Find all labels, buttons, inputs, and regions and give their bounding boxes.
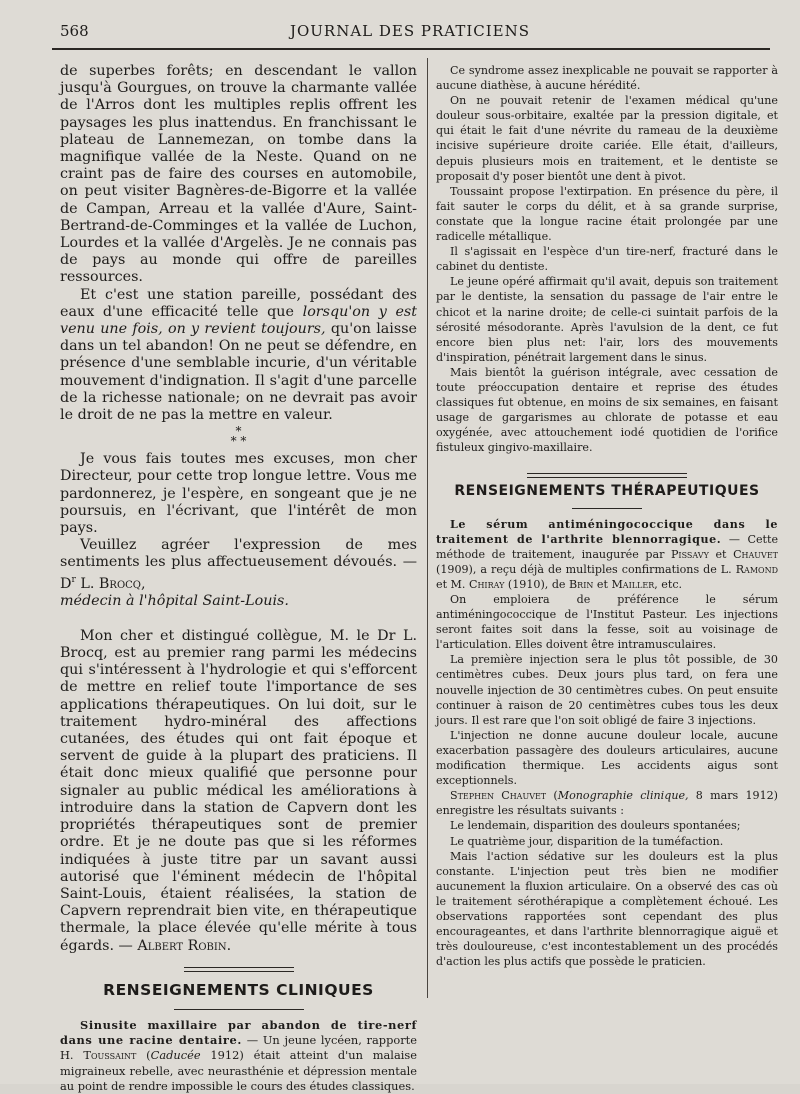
journal-title: JOURNAL DES PRATICIENS	[289, 22, 531, 40]
asterism-bottom: * *	[230, 434, 247, 449]
double-rule	[527, 473, 687, 478]
paragraph: de superbes forêts; en descendant le vallon jusqu'à Gourgues, on trouve la charmante vallée de l'Arros dont les multiples replis offrent les paysages les plus inattendus. En franchissant le plateau de Lannemezan, on tombe dans la magnifique vallée de la Neste. Quand on ne craint pas de faire des courses en automobile, on peut visiter Bagnères-de-Bigorre et la vallée de Campan, Arreau et la vallée d'Aure, Saint-Bertrand-de-Comminges et la vallée de Luchon, Lourdes et la vallée d'Argelès. Je ne connais pas de pays au monde qui offre de pareilles ressources.	[60, 63, 417, 286]
column-divider	[427, 58, 428, 998]
text-run: — Cette méthode de traitement, inaugurée par	[436, 532, 779, 561]
italic-text: Caducée	[150, 1048, 201, 1063]
page-number: 568	[60, 22, 89, 40]
paragraph: La première injection sera le plus tôt possible, de 30 centimètres cubes. Deux jours plus tard, on fera une nouvelle injection de 30 centimètres cubes. On peut ensuite continuer à raison de 20 centimètres cubes tous les deux jours. Il est rare que l'on soit obligé de faire 3 injections.	[436, 653, 778, 727]
paragraph: Le jeune opéré affirmait qu'il avait, depuis son traitement par le dentiste, la sensation du passage de l'air entre le chicot et la narine droite; de celle-ci suintait parfois de la sérosité mésodorante. Après l'avulsion de la dent, ce fut encore bien plus net: l'air, lors des mouvements d'inspiration, pénétrait largement dans le sinus.	[436, 275, 778, 364]
double-rule	[184, 967, 294, 972]
paragraph: Le quatrième jour, disparition de la tuméfaction.	[450, 834, 724, 848]
paragraph	[60, 1018, 417, 1094]
text-run: et M.	[436, 577, 469, 591]
author-name: L. Brocq,	[75, 575, 146, 592]
text-run: (	[546, 789, 558, 803]
section-heading: RENSEIGNEMENTS CLINIQUES	[103, 980, 374, 999]
text-run: (1909), a reçu déjà de multiples confirmations de L.	[436, 562, 736, 576]
author-name: Mailler	[611, 577, 655, 591]
text-run: Veuillez agréer l'expression de mes sentiments les plus affectueusement dévoués. — D	[60, 537, 417, 592]
paragraph	[60, 537, 417, 592]
author-name: Chiray	[468, 577, 505, 591]
author-name: Stephen Chauvet	[450, 789, 547, 803]
paragraph	[60, 287, 417, 425]
paragraph	[436, 788, 778, 818]
header-rule	[52, 48, 770, 50]
paragraph: Je vous fais toutes mes excuses, mon cher Directeur, pour cette trop longue lettre. Vous me pardonnerez, je l'espère, en songeant que je ne poursuis, en l'écrivant, que l'intérêt de mon pays.	[60, 451, 417, 537]
page-header	[52, 22, 768, 48]
article-title: Sinusite maxillaire par abandon de tire-nerf dans une racine dentaire.	[60, 1017, 417, 1048]
right-column	[436, 63, 778, 969]
text-run: (1910), de	[504, 577, 570, 591]
paragraph: Mais bientôt la guérison intégrale, avec cessation de toute préoccupation dentaire et reprise des études classiques fut obtenue, en moins de six semaines, en faisant usage de gargarismes au chlorate de potasse et eau oxygénée, avec attouchement iodé quotidien de l'orifice fistuleux gingivo-maxillaire.	[436, 365, 778, 455]
author-name: Brin	[569, 577, 594, 591]
author-name: Chauvet	[733, 547, 778, 561]
paragraph: Mais l'action sédative sur les douleurs est la plus constante. L'injection peut très bien ne modifier aucunement la fluxion articulaire. On a observé des cas où le traitement sérothérapique a complètement échoué. Les observations rapportées sont cependant des plus encourageantes, et dans l'arthrite blennorragique aiguë et très douloureuse, c'est incontestablement un des procédés d'action les plus actifs que possède le praticien.	[436, 849, 778, 969]
italic-text: Monographie clinique,	[557, 789, 689, 803]
section-rule-bottom	[572, 508, 642, 509]
paragraph: Le lendemain, disparition des douleurs spontanées;	[450, 819, 741, 833]
section-rule-top	[436, 473, 778, 478]
text-run: et	[593, 577, 612, 591]
text-run: 8 mars 1912) enregistre les résultats suivants :	[436, 789, 779, 818]
article-title: Le sérum antiméningococcique dans le traitement de l'arthrite blennorragique.	[436, 517, 778, 546]
superscript: r	[71, 574, 76, 585]
paragraph: Toussaint propose l'extirpation. En présence du père, il fait sauter le corps du délit, et à sa grande surprise, constate que la longue racine était prolongée par une radicelle métallique.	[436, 184, 778, 244]
author-name: Ramond	[735, 562, 778, 576]
paragraph	[436, 517, 778, 592]
paragraph: Il s'agissait en l'espèce d'un tire-nerf, fracturé dans le cabinet du dentiste.	[436, 245, 778, 274]
asterism	[60, 424, 417, 449]
text-run: et	[708, 547, 734, 561]
signature-role	[60, 593, 417, 610]
section-rule-bottom	[174, 1009, 304, 1010]
italic-text: médecin à l'hôpital Saint-Louis.	[60, 592, 289, 609]
signature: Albert Robin.	[137, 937, 232, 954]
text-run: Et c'est une station pareille, possédant des eaux d'une efficacité telle que	[60, 286, 417, 320]
text-run: Mon cher et distingué collègue, M. le Dr L. Brocq, est au premier rang parmi les médecins qui s'intéressent à l'hydrologie et qui s'efforcent de mettre en relief toute l'importance de ses applications thérapeutiques. On lui doit, sur le traitement hydro-minéral des affections cutanées, des études qui ont fait époque et servent de guide à la plupart des praticiens. Il était donc mieux qualifié que personne pour signaler au public médical les améliorations à introduire dans la station de Capvern dont les propriétés thérapeutiques sont de premier ordre. Et je ne doute pas que si les réformes indiquées à juste titre par un savant aussi autorisé que l'éminent médecin de l'hôpital Saint-Louis, étaient réalisées, la station de Capvern reprendrait bien vite, en thérapeutique thermale, la place élevée qu'elle mérite à tous égards. —	[60, 627, 417, 954]
section-rule-top	[60, 967, 417, 972]
asterism-top: *	[235, 424, 242, 439]
author-name: Pissavy	[670, 547, 709, 561]
paragraph: On emploiera de préférence le sérum antiméningococcique de l'Institut Pasteur. Les injections seront faites soit dans la fesse, soit au voisinage de l'articulation. Elles doivent être intramusculaires.	[436, 593, 778, 652]
text-run: 1912) était atteint d'un malaise migraineux rebelle, avec neurasthénie et dépression mentale au point de rendre impossible le cours des études classiques.	[60, 1048, 417, 1093]
text-run: — Un jeune lycéen, rapporte H.	[60, 1033, 417, 1063]
paragraph	[60, 628, 417, 955]
left-column	[60, 63, 417, 1094]
paragraph: L'injection ne donne aucune douleur locale, aucune exacerbation passagère des douleurs articulaires, aucune modification thermique. Les accidents aigus sont exceptionnels.	[436, 728, 778, 788]
paragraph: On ne pouvait retenir de l'examen médical qu'une douleur sous-orbitaire, exaltée par la pression digitale, et qui était le fait d'une névrite du rameau de la deuxième incisive supérieure droite cariée. Elle était, d'ailleurs, depuis plusieurs mois en traitement, et le dentiste se proposait d'y poser bientôt une dent à pivot.	[436, 94, 778, 183]
text-run: (	[136, 1048, 151, 1063]
author-name: Toussaint	[83, 1048, 137, 1063]
text-run: qu'on laisse dans un tel abandon! On ne peut se défendre, en présence d'une semblable incurie, d'un véritable mouvement d'indignation. Il s'agit d'une parcelle de la richesse nationale; on ne devrait pas avoir le droit de ne pas la mettre en valeur.	[60, 321, 418, 424]
section-heading: RENSEIGNEMENTS THÉRAPEUTIQUES	[454, 483, 760, 500]
italic-text: lorsqu'on y est venu une fois, on y revient toujours,	[60, 303, 418, 338]
paragraph: Ce syndrome assez inexplicable ne pouvait se rapporter à aucune diathèse, à aucune hérédité.	[436, 64, 778, 93]
text-run: , etc.	[654, 577, 683, 591]
